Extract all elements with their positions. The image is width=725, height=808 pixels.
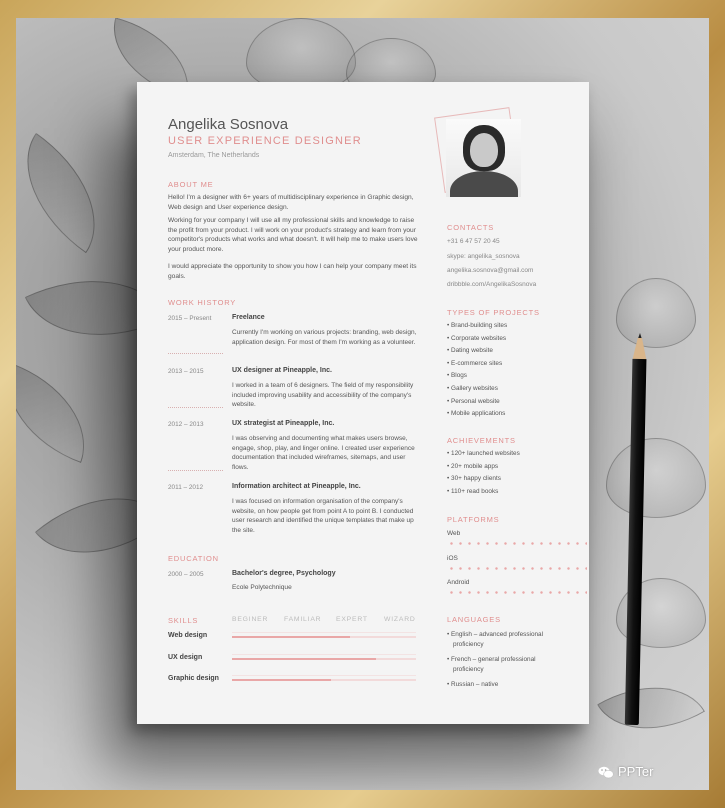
projects-heading: TYPES OF PROJECTS: [447, 308, 540, 317]
list-item: • French – general professional proficiency: [447, 655, 562, 674]
contact-phone: +31 6 47 57 20 45: [447, 238, 500, 245]
job-title: UX designer at Pineapple, Inc.: [232, 367, 332, 374]
platform-name: iOS: [447, 555, 458, 562]
job-description: I worked in a team of 6 designers. The field of my responsibility included improving usability and accessibility of the company's website.: [232, 382, 414, 409]
skill-level-label: BEGINER: [232, 616, 269, 623]
list-item: • Russian – native: [447, 680, 562, 690]
education-dates: 2000 – 2005: [168, 571, 204, 578]
contacts-heading: CONTACTS: [447, 223, 495, 232]
watermark-text: PPTer: [618, 764, 654, 779]
platform-dots: [447, 591, 587, 594]
about-paragraph-2: Working for your company I will use all my professional skills and knowledge to raise the profit from your product. I will work on your product's strategy and learn from your competitor's products what works and what doesn't. It will help me to make users love your product more.: [168, 217, 418, 253]
projects-list: [447, 320, 507, 421]
job-title: Freelance: [232, 314, 265, 321]
achievements-list: [447, 448, 520, 498]
list-item: • 20+ mobile apps: [447, 461, 520, 474]
list-item: • Gallery websites: [447, 383, 507, 396]
skill-level-label: EXPERT: [336, 616, 368, 623]
work-heading: WORK HISTORY: [168, 298, 237, 307]
separator: [168, 470, 223, 471]
skill-level-label: WIZARD: [384, 616, 416, 623]
job-description: I was focused on information organisation of the company's website, on how people get from point A to point B. I conducted user research and identified the unique templates that make up the site.: [232, 498, 414, 534]
resume-role: USER EXPERIENCE DESIGNER: [168, 135, 362, 147]
platforms-heading: PLATFORMS: [447, 515, 500, 524]
about-paragraph-3: I would appreciate the opportunity to show you how I can help your company meet its goals.: [168, 263, 417, 280]
platform-dots: [447, 542, 587, 545]
list-item: • English – advanced professional proficiency: [447, 630, 562, 649]
achievements-heading: ACHIEVEMENTS: [447, 436, 516, 445]
job-dates: 2012 – 2013: [168, 421, 204, 428]
about-paragraph-1: Hello! I'm a designer with 6+ years of multidisciplinary experience in Graphic design, Web design and User experience design.: [168, 194, 414, 211]
list-item: • 110+ read books: [447, 486, 520, 499]
skill-bar: [232, 679, 416, 681]
platform-name: Web: [447, 530, 461, 537]
job-title: UX strategist at Pineapple, Inc.: [232, 420, 335, 427]
skill-name: Web design: [168, 632, 208, 639]
separator: [168, 407, 223, 408]
list-item: • Corporate websites: [447, 333, 507, 346]
job-title: Information architect at Pineapple, Inc.: [232, 483, 361, 490]
about-heading: ABOUT ME: [168, 180, 214, 189]
skill-bar-guide: [232, 654, 416, 655]
education-heading: EDUCATION: [168, 554, 219, 563]
job-dates: 2015 – Present: [168, 315, 212, 322]
skill-name: Graphic design: [168, 675, 219, 682]
skill-bar-guide: [232, 675, 416, 676]
resume-sheet: [137, 82, 589, 724]
list-item: • Blogs: [447, 370, 507, 383]
skill-name: UX design: [168, 654, 203, 661]
job-dates: 2013 – 2015: [168, 368, 204, 375]
list-item: • 120+ launched websites: [447, 448, 520, 461]
wechat-icon: [598, 766, 614, 779]
list-item: • Dating website: [447, 345, 507, 358]
job-description: I was observing and documenting what makes users browse, engage, shop, play, and linger online. I created user experience documentation that included wireframes, sitemaps, and user flows.: [232, 435, 415, 471]
resume-name: Angelika Sosnova: [168, 116, 289, 133]
education-school: Ecole Polytechnique: [232, 584, 292, 591]
list-item: • Personal website: [447, 396, 507, 409]
languages-list: [447, 630, 562, 696]
skill-bar-guide: [232, 632, 416, 633]
skills-heading: SKILLS: [168, 616, 199, 625]
platform-dots: [447, 567, 587, 570]
skill-bar: [232, 658, 416, 660]
list-item: • Brand-building sites: [447, 320, 507, 333]
list-item: • 30+ happy clients: [447, 473, 520, 486]
contact-website: dribbble.com/AngelikaSosnova: [447, 281, 537, 288]
contact-skype: skype: angelika_sosnova: [447, 253, 520, 260]
contact-email: angelika.sosnova@gmail.com: [447, 267, 534, 274]
platform-name: Android: [447, 579, 470, 586]
skill-level-label: FAMILIAR: [284, 616, 322, 623]
education-degree: Bachelor's degree, Psychology: [232, 570, 336, 577]
list-item: • Mobile applications: [447, 408, 507, 421]
job-dates: 2011 – 2012: [168, 484, 204, 491]
profile-photo: [446, 119, 521, 197]
job-description: Currently I'm working on various projects: branding, web design, application design. For most of them I'm working as a volunteer.: [232, 329, 417, 346]
separator: [168, 353, 223, 354]
languages-heading: LANGUAGES: [447, 615, 501, 624]
resume-location: Amsterdam, The Netherlands: [168, 152, 260, 159]
list-item: • E-commerce sites: [447, 358, 507, 371]
skill-bar: [232, 636, 416, 638]
